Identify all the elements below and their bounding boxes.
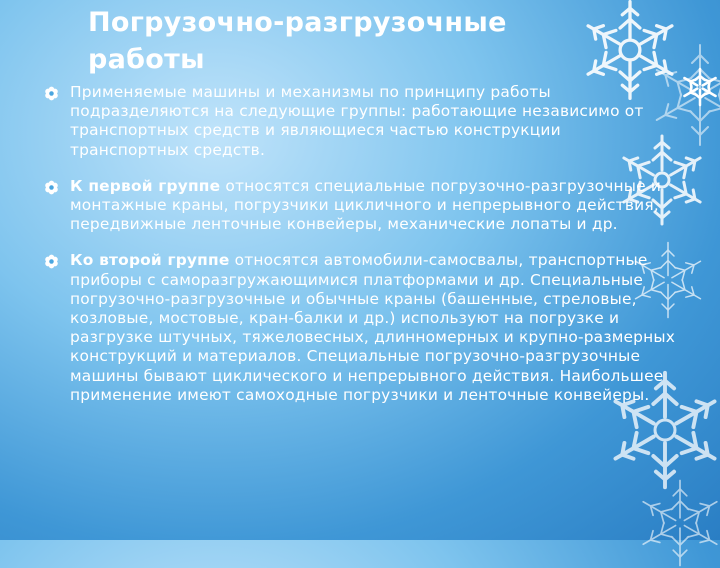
- bullet-item-1: [44, 83, 684, 160]
- snowflake-icon: [678, 65, 720, 109]
- bullet-text: [70, 251, 684, 405]
- slide-title-line-2: работы: [88, 44, 205, 75]
- slide-title: [88, 4, 608, 78]
- bullet-text: [70, 177, 684, 235]
- bullet-item-2: [44, 177, 684, 235]
- bullet-body: относятся автомобили-самосвалы, транспортные приборы с саморазгружающимися платформами и др. Специальные погрузочно-разгрузочные и обычные краны (башенные, стреловые, козловые, мостовые, кран-балки и др.) используют на погрузке и разгрузке штучных, тяжеловесных, длинномерных и крупно-размерных конструкций и материалов. Специальные погрузочно-разгрузочные машины бывают циклического и непрерывного действия. Наибольшее применение имеют самоходные погрузчики и ленточные конвейеры.: [70, 251, 676, 404]
- bullet-lead: К первой группе: [70, 176, 221, 195]
- bullet-body: Применяемые машины и механизмы по принципу работы подразделяются на следующие группы: работающие независимо от транспортных средств и являющиеся частью конструкции транспортных средств.: [70, 83, 644, 159]
- snowflake-icon: [635, 478, 720, 568]
- bullet-list: [44, 83, 684, 422]
- bullet-item-3: [44, 251, 684, 405]
- flower-bullet-icon: [44, 254, 59, 269]
- slide-title-line-1: Погрузочно-разгрузочные: [88, 7, 507, 38]
- flower-bullet-icon: [44, 86, 59, 101]
- flower-bullet-icon: [44, 180, 59, 195]
- bullet-text: [70, 83, 684, 160]
- bullet-lead: Ко второй группе: [70, 251, 230, 270]
- bullet-body: относятся специальные погрузочно-разгрузочные и монтажные краны, погрузчики цикличного и непрерывного действия, передвижные ленточные конвейеры, механические лопаты и др.: [70, 176, 662, 234]
